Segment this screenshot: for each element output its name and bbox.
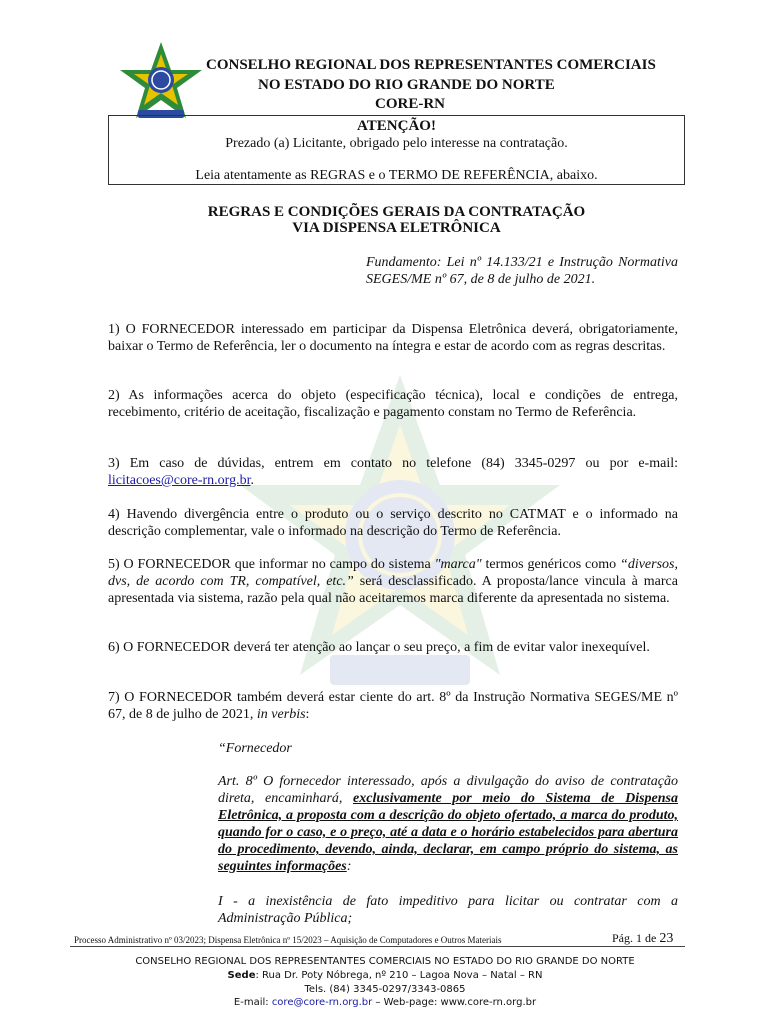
rule-paragraph-2: 2) As informações acerca do objeto (especificação técnica), local e condições de entrega, recebimento, critério de aceitação, fiscalização e pagamento constam no Termo de Referência. (108, 388, 678, 420)
contact-email-link[interactable]: licitacoes@core-rn.org.br (108, 473, 251, 488)
header-line-1: CONSELHO REGIONAL DOS REPRESENTANTES COMERCIAIS (206, 57, 656, 73)
footer-sede-label: Sede (227, 970, 256, 981)
footer-sede-text: : Rua Dr. Poty Nóbrega, nº 210 – Lagoa Nova – Natal – RN (255, 970, 543, 981)
process-reference: Processo Administrativo nº 03/2023; Dispensa Eletrônica nº 15/2023 – Aquisição de Computadores e Outros Materiais (74, 935, 502, 945)
rule-paragraph-7-in-verbis: in verbis (256, 707, 306, 722)
rule-paragraph-5-c: termos genéricos como (481, 557, 621, 572)
quote-article-8 (218, 773, 678, 875)
section-title-2: VIA DISPENSA ELETRÔNICA (292, 220, 501, 236)
page-number-prefix: Pág. 1 de (612, 931, 660, 945)
rule-paragraph-5-generic-terms: “diversos, dvs, de acordo com TR, compatível, etc.” (108, 557, 678, 589)
header-line-3: CORE-RN (375, 96, 445, 112)
rule-paragraph-6: 6) O FORNECEDOR deverá ter atenção ao lançar o seu preço, a fim de evitar valor inexequível. (108, 640, 650, 655)
rule-paragraph-7-a: 7) O FORNECEDOR também deverá estar ciente do art. 8º da Instrução Normativa SEGES/ME nº 67, de 8 de julho de 2021, (108, 690, 678, 722)
legal-basis: Fundamento: Lei nº 14.133/21 e Instrução Normativa SEGES/ME nº 67, de 8 de julho de 2021. (366, 255, 678, 287)
rule-paragraph-7-c: : (305, 707, 310, 722)
page-total: 23 (659, 931, 674, 946)
rule-paragraph-3-end: . (250, 473, 254, 488)
rule-paragraph-3 (108, 455, 678, 489)
page-number (612, 931, 673, 947)
rule-paragraph-5-marca: "marca" (434, 557, 482, 572)
footer-contact (70, 997, 700, 1008)
footer-phones: Tels. (84) 3345-0297/3343-0865 (304, 984, 466, 995)
rule-paragraph-5 (108, 556, 678, 607)
quote-article-8-c: : (346, 859, 352, 874)
footer-email-link[interactable]: core@core-rn.org.br (271, 997, 373, 1008)
rule-paragraph-5-a: 5) O FORNECEDOR que informar no campo do sistema (108, 557, 435, 572)
rule-paragraph-5-e: será desclassificado. A proposta/lance vincula à marca apresentada via sistema, razão pela qual não aceitaremos marca diferente da apresentada no sistema. (108, 574, 678, 606)
quote-title: “Fornecedor (218, 741, 292, 756)
footer-divider (70, 946, 685, 947)
attention-box (108, 115, 685, 185)
section-title-1: REGRAS E CONDIÇÕES GERAIS DA CONTRATAÇÃO (207, 204, 586, 220)
footer-org-name: CONSELHO REGIONAL DOS REPRESENTANTES COMERCIAIS NO ESTADO DO RIO GRANDE DO NORTE (135, 956, 635, 967)
attention-line-1: Prezado (a) Licitante, obrigado pelo interesse na contratação. (225, 136, 568, 151)
footer-address (70, 970, 700, 981)
attention-line-2: Leia atentamente as REGRAS e o TERMO DE REFERÊNCIA, abaixo. (195, 168, 598, 183)
quote-article-8-emphasis: exclusivamente por meio do Sistema de Dispensa Eletrônica, a proposta com a descrição do objeto ofertado, a marca do produto, quando for o caso, e o preço, até a data e o horário estabelecidos para abertura do procedimento, devendo, ainda, declarar, em campo próprio do sistema, as seguintes informações (218, 791, 678, 874)
coat-of-arms-logo (116, 40, 206, 124)
rule-paragraph-3-text: 3) Em caso de dúvidas, entrem em contato no telefone (84) 3345-0297 ou por e-mail: (108, 456, 678, 471)
quote-item-i: I - a inexistência de fato impeditivo para licitar ou contratar com a Administração Pública; (218, 894, 678, 926)
attention-title: ATENÇÃO! (357, 118, 436, 134)
rule-paragraph-7 (108, 689, 678, 723)
quote-article-8-a: Art. 8º O fornecedor interessado, após a divulgação do aviso de contratação direta, encaminhará, (218, 774, 678, 806)
rule-paragraph-4: 4) Havendo divergência entre o produto ou o serviço descrito no CATMAT e o informado na descrição complementar, vale o informado na descrição do Termo de Referência. (108, 507, 678, 539)
footer-web: – Web-page: www.core-rn.org.br (372, 997, 537, 1008)
header-line-2: NO ESTADO DO RIO GRANDE DO NORTE (258, 77, 555, 93)
footer-email-label: E-mail: (233, 997, 272, 1008)
rule-paragraph-1: 1) O FORNECEDOR interessado em participar da Dispensa Eletrônica deverá, obrigatoriamente, baixar o Termo de Referência, ler o documento na íntegra e estar de acordo com as regras descritas. (108, 322, 678, 354)
